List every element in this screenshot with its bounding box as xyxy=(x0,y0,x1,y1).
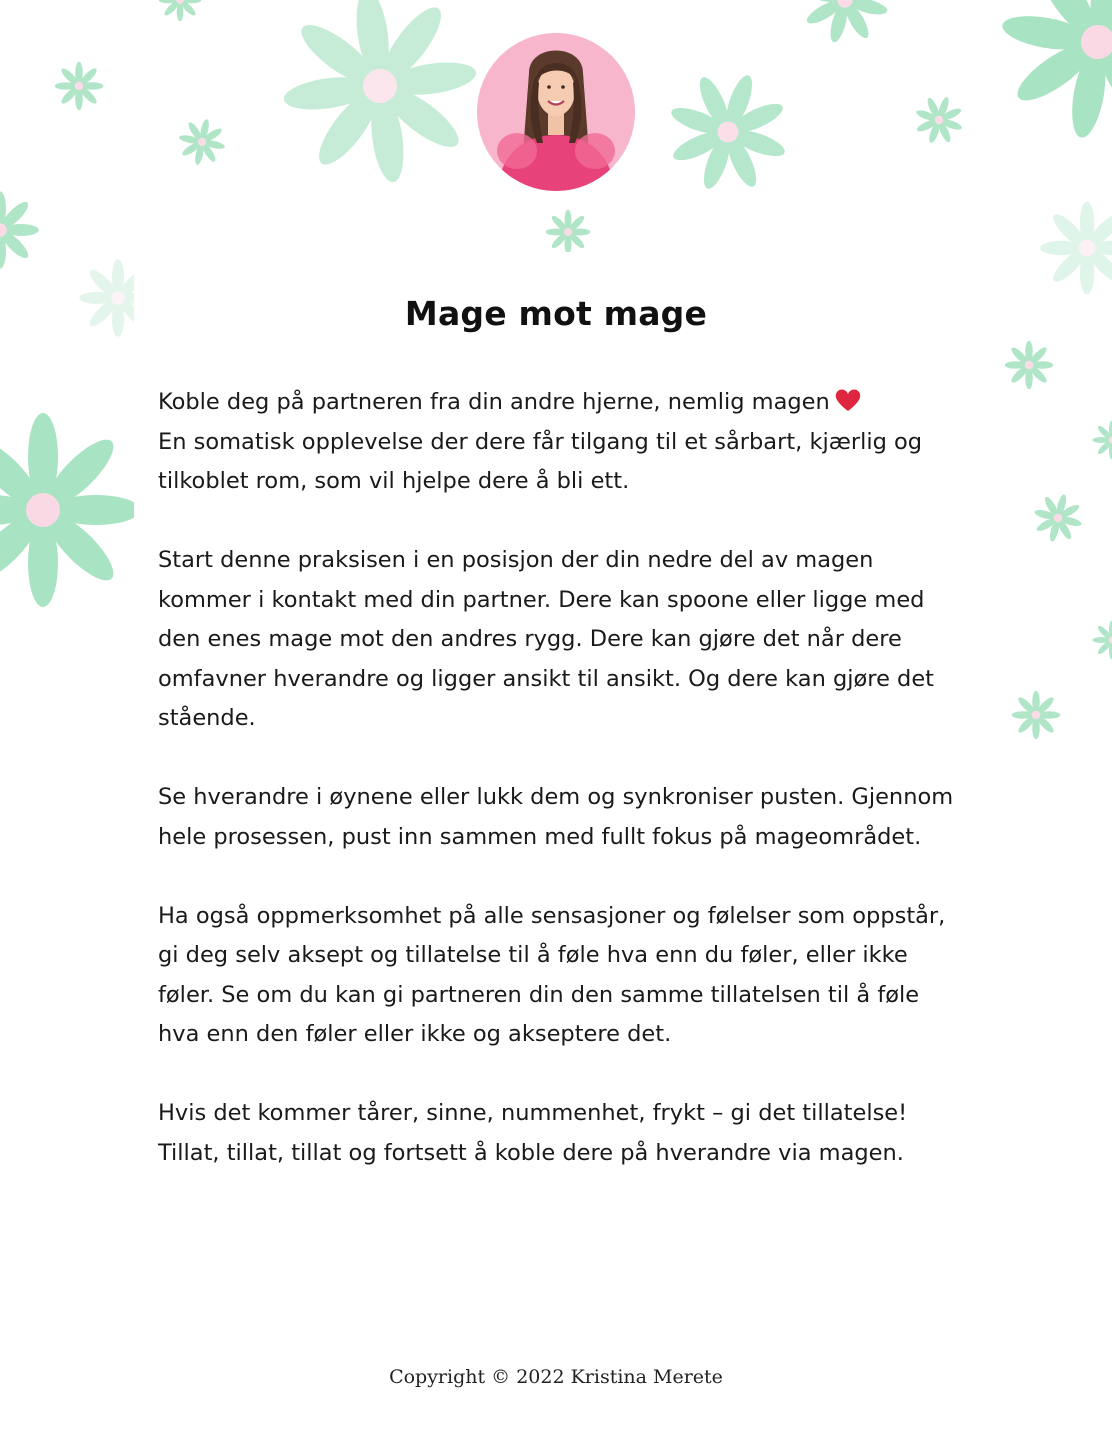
text-line: hele prosessen, pust inn sammen med fullt fokus på mageområdet. xyxy=(158,823,922,850)
flower-icon xyxy=(908,89,970,151)
text-line: Tillat, tillat, tillat og fortsett å koble dere på hverandre via magen. xyxy=(158,1139,904,1166)
flower-icon xyxy=(546,210,591,255)
paragraph xyxy=(158,778,958,857)
text-line: gi deg selv aksept og tillatelse til å føle hva enn du føler, eller ikke xyxy=(158,942,908,968)
text-line: Start denne praksisen i en posisjon der din nedre del av magen xyxy=(158,547,874,573)
paragraph xyxy=(158,897,958,1055)
text-line: omfavner hverandre og ligger ansikt til ansikt. Og dere kan gjøre det xyxy=(158,665,935,692)
flower-icon xyxy=(174,114,229,169)
flower-icon xyxy=(1040,201,1112,294)
text-line: Ha også oppmerksomhet på alle sensasjoner og følelser som oppstår, xyxy=(158,902,946,929)
heart-icon xyxy=(834,388,862,412)
avatar xyxy=(477,33,635,191)
text-line: Se hverandre i øynene eller lukk dem og synkroniser pusten. Gjennom xyxy=(158,784,954,810)
paragraph xyxy=(158,383,958,502)
text-line: hva enn den føler eller ikke og akseptere det. xyxy=(158,1021,672,1047)
text-line: tilkoblet rom, som vil hjelpe dere å bli ett. xyxy=(158,468,630,494)
text-line: føler. Se om du kan gi partneren din den samme tillatelsen til å føle xyxy=(158,981,920,1008)
text-line: En somatisk opplevelse der dere får tilgang til et sårbart, kjærlig og xyxy=(158,428,923,455)
flower-icon xyxy=(1093,421,1112,460)
flower-icon xyxy=(792,0,899,53)
flower-icon xyxy=(159,0,202,21)
page-title: Mage mot mage xyxy=(404,294,708,333)
flower-icon xyxy=(0,191,39,269)
text-line: Hvis det kommer tårer, sinne, nummenhet, frykt – gi det tillatelse! xyxy=(158,1100,908,1126)
flower-icon xyxy=(986,0,1112,154)
flower-icon xyxy=(1005,341,1054,390)
flower-icon xyxy=(1028,488,1087,547)
flower-icon xyxy=(270,0,489,196)
text-line: kommer i kontakt med din partner. Dere kan spoone eller ligge med xyxy=(158,586,925,613)
flower-icon xyxy=(651,55,805,209)
flower-icon xyxy=(1093,621,1112,660)
text-line: Koble deg på partneren fra din andre hjerne, nemlig magen xyxy=(158,389,830,415)
text-line: den enes mage mot den andres rygg. Dere kan gjøre det når dere xyxy=(158,626,902,652)
paragraph xyxy=(158,541,958,739)
paragraph xyxy=(158,1094,958,1173)
article-body xyxy=(158,383,958,1213)
flower-icon xyxy=(1012,691,1061,740)
text-line: stående. xyxy=(158,705,256,731)
copyright-footer: Copyright © 2022 Kristina Merete xyxy=(389,1366,723,1388)
flower-icon xyxy=(55,62,104,111)
flower-icon xyxy=(0,413,140,607)
